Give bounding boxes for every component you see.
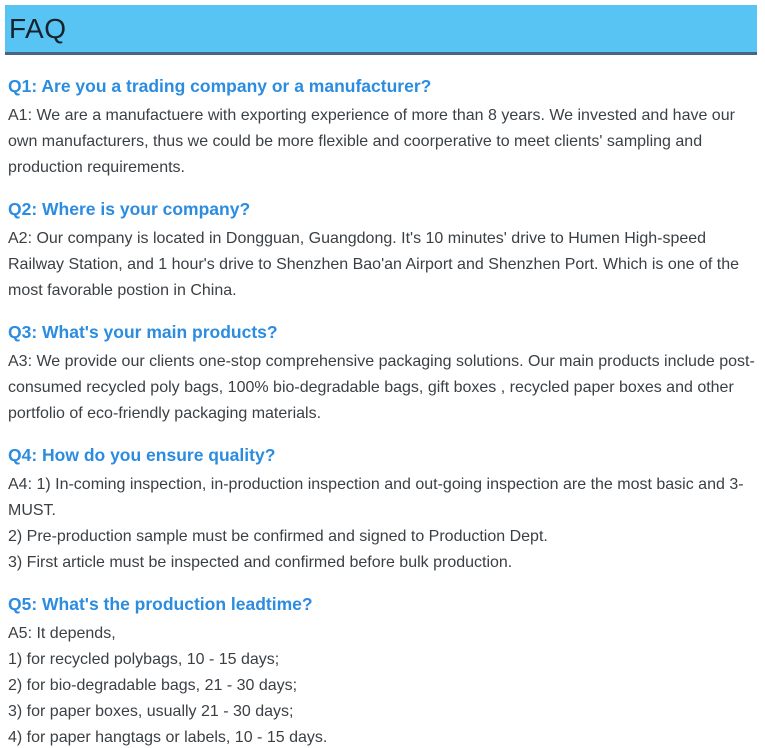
faq-answer xyxy=(8,621,756,748)
faq-item xyxy=(8,593,756,748)
faq-item xyxy=(8,444,756,576)
faq-answer-line: A5: It depends, xyxy=(8,625,116,642)
faq-answer-line: 4) for paper hangtags or labels, 10 - 15 days. xyxy=(8,729,328,746)
faq-answer-line: A1: We are a manufactuere with exporting experience of more than 8 years. We invested and have our own manufacturers, thus we could be more flexible and coorperative to meet clients' sampling and production requirements. xyxy=(8,107,735,176)
faq-answer-line: 1) for recycled polybags, 10 - 15 days; xyxy=(8,651,280,668)
faq-item xyxy=(8,75,756,181)
faq-answer-line: 2) Pre-production sample must be confirmed and signed to Production Dept. xyxy=(8,528,548,545)
faq-question: Q5: What's the production leadtime? xyxy=(8,594,313,614)
faq-item xyxy=(8,321,756,427)
faq-item xyxy=(8,198,756,304)
faq-answer-line: A4: 1) In-coming inspection, in-production inspection and out-going inspection are the most basic and 3-MUST. xyxy=(8,476,744,519)
faq-answer-line: 3) First article must be inspected and confirmed before bulk production. xyxy=(8,554,513,571)
faq-header-bar xyxy=(5,5,757,55)
faq-answer-line: 2) for bio-degradable bags, 21 - 30 days; xyxy=(8,677,298,694)
faq-answer xyxy=(8,226,756,304)
faq-question: Q3: What's your main products? xyxy=(8,322,278,342)
faq-question: Q1: Are you a trading company or a manufacturer? xyxy=(8,76,432,96)
faq-answer xyxy=(8,103,756,181)
faq-list xyxy=(0,75,765,748)
faq-answer-line: A3: We provide our clients one-stop comprehensive packaging solutions. Our main products include post-consumed recycled poly bags, 100% bio-degradable bags, gift boxes , recycled paper boxes and other portfolio of eco-friendly packaging materials. xyxy=(8,353,755,422)
faq-question: Q2: Where is your company? xyxy=(8,199,251,219)
faq-answer xyxy=(8,472,756,576)
faq-answer xyxy=(8,349,756,427)
faq-answer-line: A2: Our company is located in Dongguan, Guangdong. It's 10 minutes' drive to Humen High-speed Railway Station, and 1 hour's drive to Shenzhen Bao'an Airport and Shenzhen Port. Which is one of the most favorable postion in China. xyxy=(8,230,739,299)
faq-question: Q4: How do you ensure quality? xyxy=(8,445,276,465)
faq-answer-line: 3) for paper boxes, usually 21 - 30 days; xyxy=(8,703,294,720)
page-title: FAQ xyxy=(9,12,67,44)
